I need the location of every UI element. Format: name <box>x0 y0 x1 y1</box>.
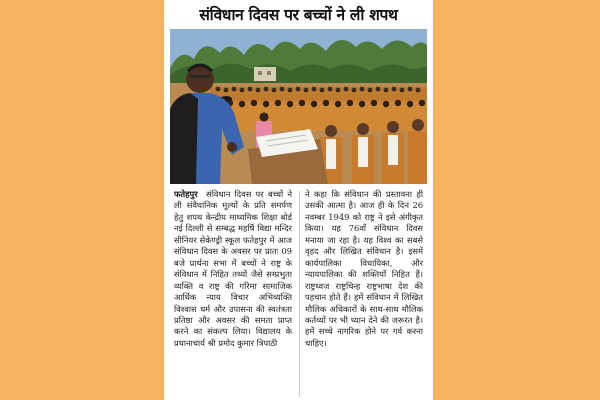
headline: संविधान दिवस पर बच्चों ने ली शपथ <box>199 6 398 24</box>
photo-assembly-scene <box>170 29 427 184</box>
article-text-right: ने कहा कि संविधान की प्रस्तावना ही उसकी आत्मा है। आज ही के दिन 26 नवम्बर 1949 को राष्ट्र ने इसे अंगीकृत किया। यह 76वाँ संविधान दिवस मनाया जा रहा है। यह विश्व का सबसे वृहद और लिखित संविधान है। इसमें कार्यपालिका विधायिका, और न्यायपालिका की शक्तियाँ निहित हैं। राष्ट्रध्वज राष्ट्रचिन्ह राष्ट्रभाषा देश की पहचान होते हैं। हमें संविधान में लिखित मौलिक अधिकारों के साथ-साथ मौलिक कर्तव्यों पर भी ध्यान देने की जरूरत है। हमें सच्चे नागरिक होने पर गर्व करना चाहिए। <box>305 189 423 348</box>
newspaper-clipping <box>164 0 433 400</box>
article-column-left <box>174 189 292 399</box>
news-photo <box>170 29 427 184</box>
article-text-left: संविधान दिवस पर बच्चों ने ली संवैधानिक मूल्यों के प्रति समर्पण हेतु शपथ केन्द्रीय माध्यमिक शिक्षा बोर्ड नई दिल्ली से सम्बद्ध महर्षि विद्या मन्दिर सीनियर सेकेण्ड्री स्कूल फतेहपुर में आज संविधान दिवस के अवसर पर प्रातः 09 बजे प्रार्थना सभा में बच्चों ने राष्ट्र के संविधान में निहित तथ्यों जैसे सम्प्रभुता व्यक्ति व राष्ट्र की गरिमा सामाजिक आर्थिक न्याय विचार अभिव्यक्ति विश्वास धर्म और उपासना की स्वतंत्रता प्रतिष्ठा और अवसर की समता प्राप्त करने का संकल्प लिया। विद्यालय के प्रधानाचार्य श्री प्रमोद कुमार त्रिपाठी <box>174 189 292 348</box>
dateline: फतेहपुर <box>174 189 198 199</box>
column-divider <box>299 191 300 397</box>
article-body <box>174 189 426 399</box>
article-column-right <box>305 189 423 399</box>
